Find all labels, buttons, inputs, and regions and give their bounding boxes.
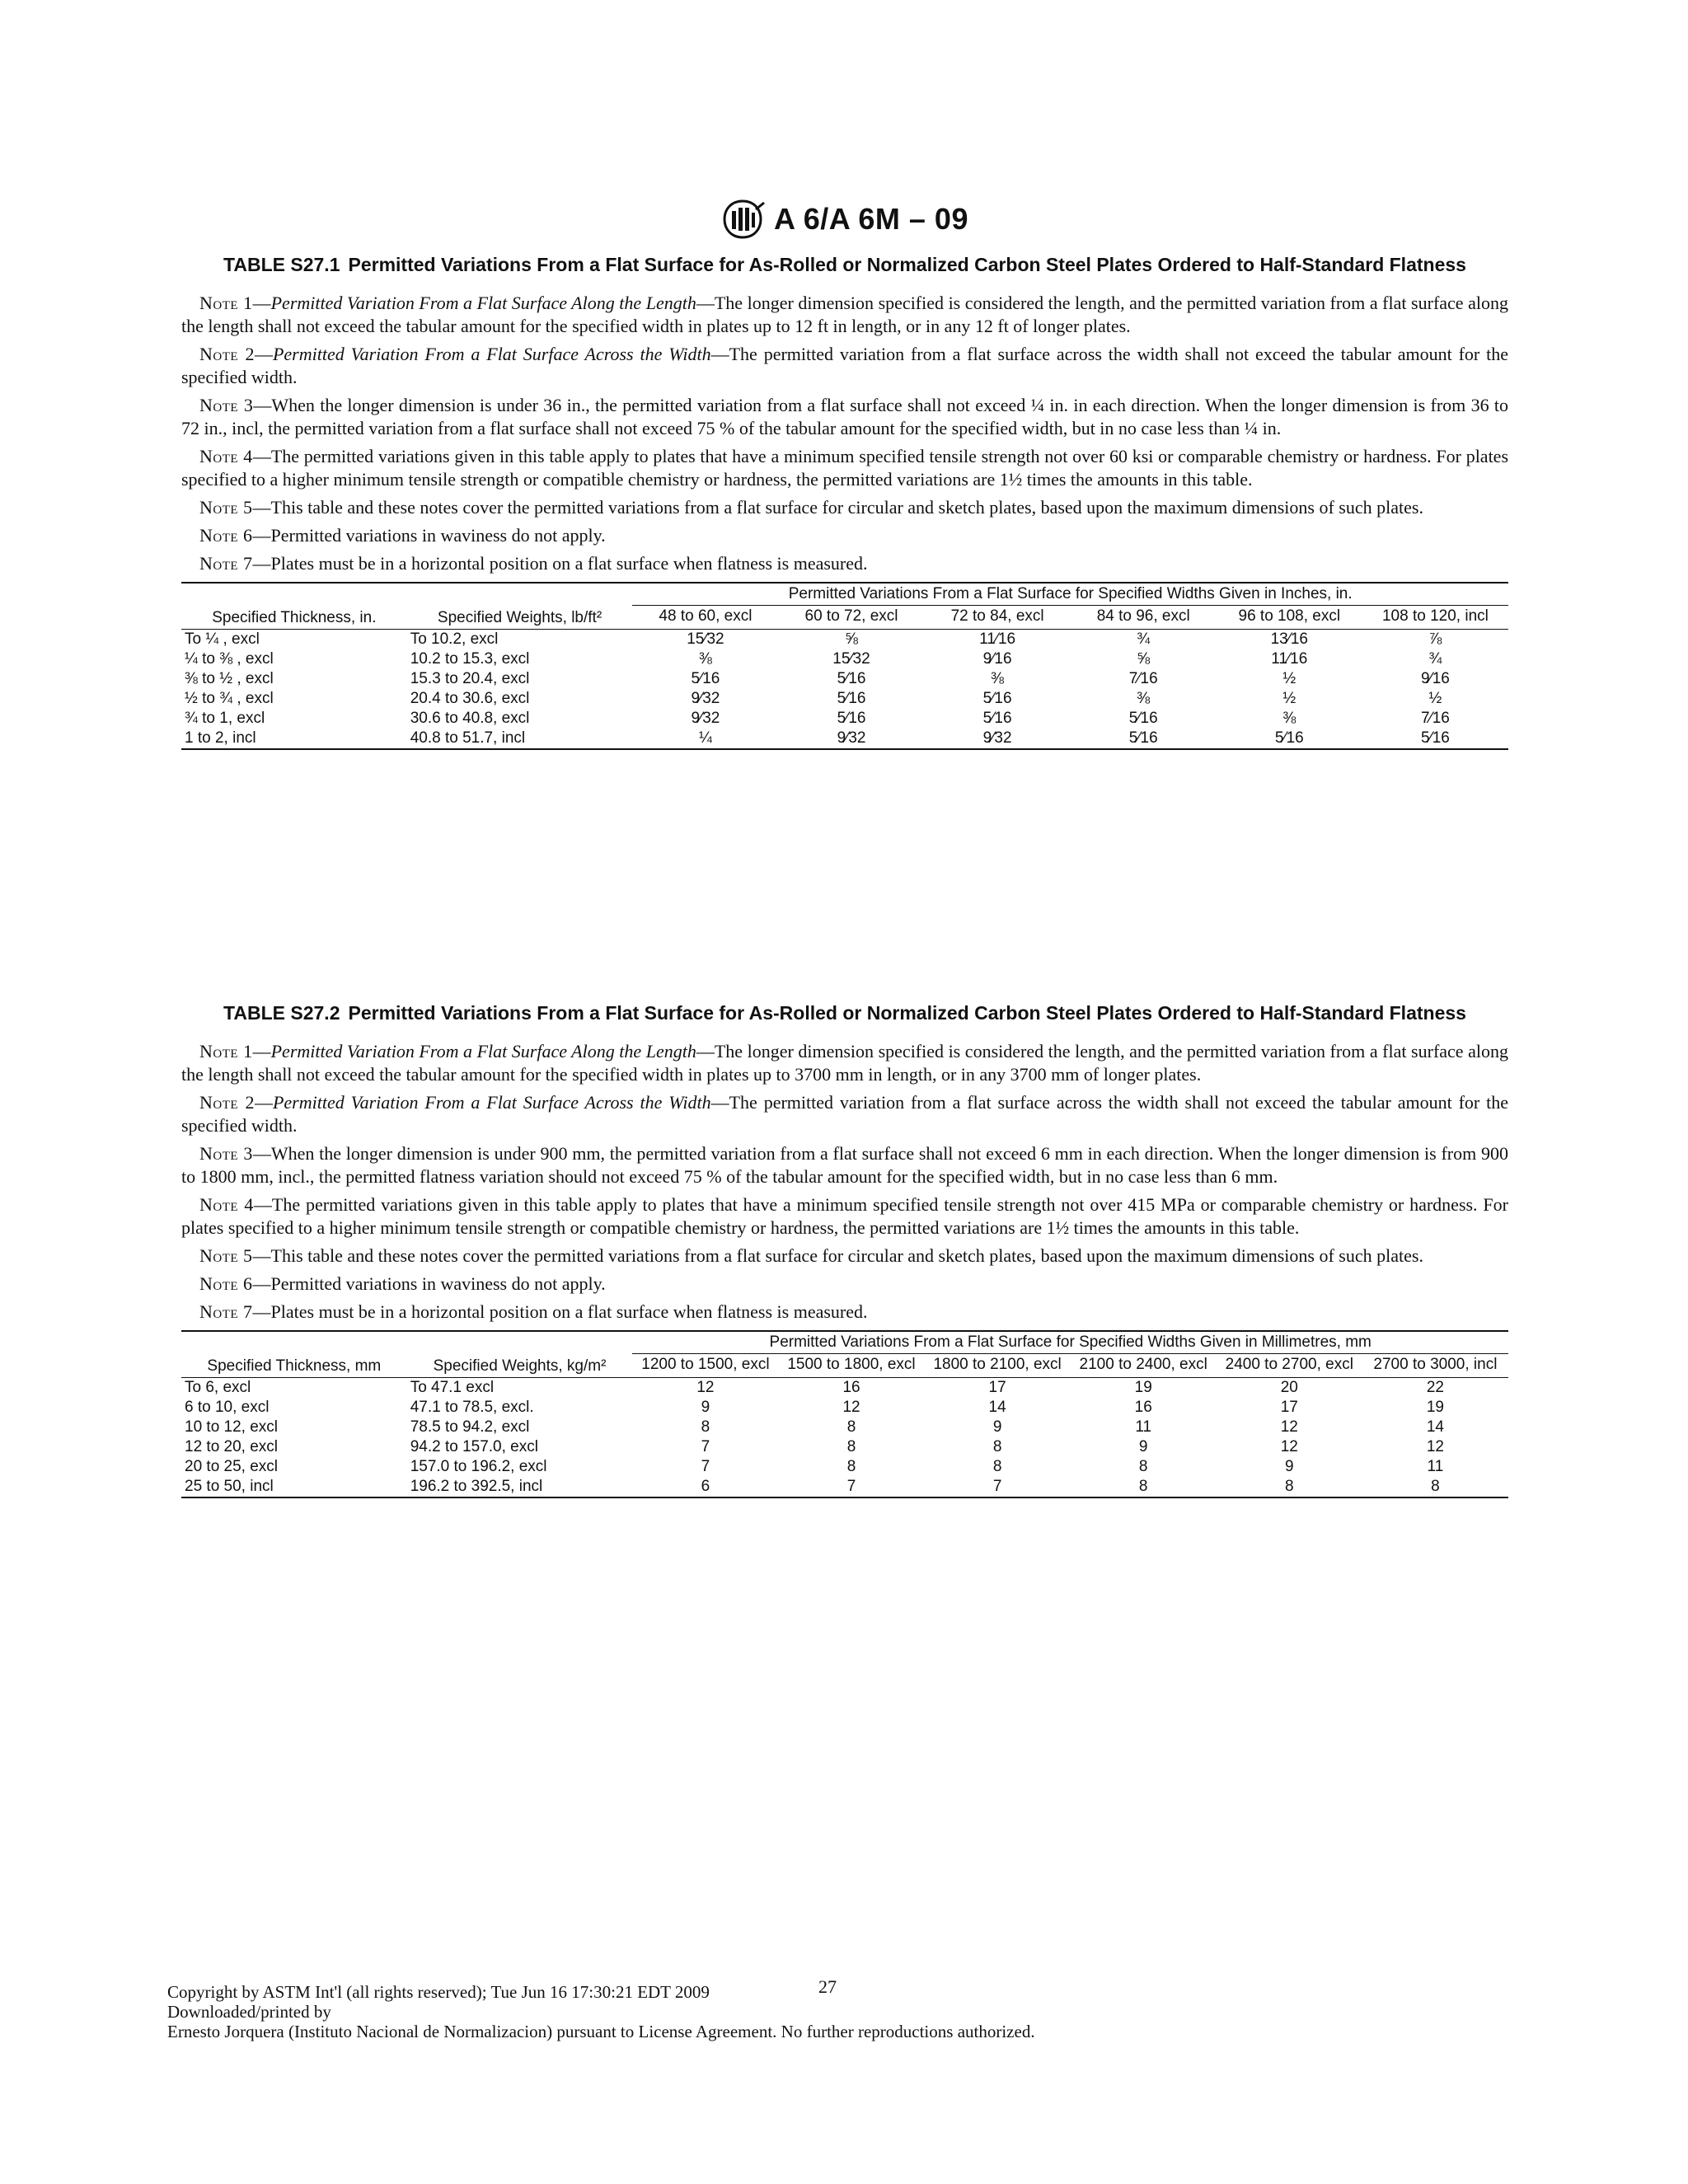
note-label: Note 1	[199, 1041, 253, 1062]
table-note: Note 2—Permitted Variation From a Flat Surface Across the Width—The permitted variation from a flat surface across the width shall not exceed the tabular amount for the specified width.	[181, 1092, 1509, 1136]
note-heading: Permitted Variation From a Flat Surface Across the Width	[272, 1092, 711, 1113]
cell-variation: 9⁄16	[982, 650, 1012, 668]
cell-weight: 40.8 to 51.7, incl	[407, 729, 633, 749]
cell-variation: 7⁄16	[1420, 710, 1450, 727]
table-note	[181, 1193, 1508, 1240]
note-text: —This table and these notes cover the permitted variations from a flat surface for circular and sketch plates, based upon the maximum dimensions of such plates.	[252, 497, 1423, 518]
column-header-widths-span: Permitted Variations From a Flat Surface for Specified Widths Given in Millimetres, mm	[632, 1331, 1508, 1354]
table-number: TABLE S27.2	[223, 1002, 340, 1024]
cell-variation: 13⁄16	[1270, 630, 1309, 648]
page-number: 27	[818, 1976, 837, 1997]
note-label: Note 5	[199, 1245, 253, 1266]
cell-variation: 20	[1280, 1379, 1298, 1396]
cell-variation: 5⁄16	[837, 710, 866, 727]
cell-variation: 12	[1280, 1438, 1298, 1455]
note-text: —When the longer dimension is under 900 mm, the permitted variation from a flat surface shall not exceed 6 mm in each direction. When the longer dimension is from 900 to 1800 mm, incl., the permitted flatness variation should not exceed 75 % of the tabular amount for the specified width, but in no case less than 6 mm.	[181, 1143, 1508, 1187]
cell-variation: 5⁄16	[837, 670, 866, 687]
cell-thickness: ¼ to ⅜ , excl	[185, 650, 274, 668]
cell-thickness: 6 to 10, excl	[185, 1399, 270, 1416]
cell-variation: 15⁄32	[832, 650, 870, 668]
table-note: Note 1—Permitted Variation From a Flat Surface Along the Length—The longer dimension specified is considered the length, and the permitted variation from a flat surface along the length shall not exceed the tabular amount for the specified width in plates up to 3700 mm in length, or in any 3700 mm of longer plates.	[181, 1041, 1509, 1085]
cell-variation: 17	[988, 1379, 1006, 1396]
note-label: Note 1	[199, 293, 253, 313]
column-header-width: 1500 to 1800, excl	[778, 1354, 924, 1378]
note-text: —Permitted variations in waviness do not apply.	[252, 1273, 606, 1294]
cell-variation: 14	[1426, 1418, 1444, 1436]
table-note: Note 2—Permitted Variation From a Flat Surface Across the Width—The permitted variation from a flat surface across the width shall not exceed the tabular amount for the specified width.	[181, 344, 1509, 387]
cell-variation: 9⁄16	[1420, 670, 1450, 687]
table-row	[181, 709, 1508, 729]
cell-variation: 8	[846, 1418, 856, 1436]
cell-variation: 5⁄16	[1362, 729, 1508, 749]
table-note	[181, 394, 1508, 440]
cell-variation: 16	[1134, 1399, 1152, 1416]
note-text: —Plates must be in a horizontal position on a flat surface when flatness is measured.	[252, 553, 868, 574]
cell-thickness: 25 to 50, incl	[181, 1477, 407, 1497]
cell-weight: 30.6 to 40.8, excl	[410, 710, 530, 727]
note-text: —The permitted variation from a flat surface across the width shall not exceed the tabular amount for the specified width.	[181, 344, 1509, 387]
column-header-thickness: Specified Thickness, mm	[181, 1331, 407, 1378]
cell-variation: 12	[696, 1379, 715, 1396]
cell-variation: 5⁄16	[1217, 729, 1362, 749]
document-designation: A 6/A 6M – 09	[774, 202, 968, 236]
note-text: —The longer dimension specified is considered the length, and the permitted variation from a flat surface along the length shall not exceed the tabular amount for the specified width in plates up to 12 ft in length, or in any 12 ft of longer plates.	[181, 293, 1509, 336]
cell-variation: ¾	[1137, 630, 1151, 648]
cell-variation: 12	[842, 1399, 860, 1416]
table-row	[181, 630, 1508, 650]
document-header	[0, 198, 1688, 241]
column-header-width: 72 to 84, excl	[925, 606, 1071, 630]
cell-weight: 47.1 to 78.5, excl.	[410, 1399, 534, 1416]
cell-thickness: ½ to ¾ , excl	[185, 690, 274, 707]
cell-variation: ½	[1282, 670, 1296, 687]
cell-variation: 9	[992, 1418, 1002, 1436]
cell-variation: 8	[1362, 1477, 1508, 1497]
cell-weight: 20.4 to 30.6, excl	[410, 690, 530, 707]
table-caption: Permitted Variations From a Flat Surface for As-Rolled or Normalized Carbon Steel Plates Ordered to Half-Standard Flatness	[348, 1002, 1466, 1024]
cell-variation: 6	[632, 1477, 778, 1497]
cell-weight: 157.0 to 196.2, excl	[410, 1458, 547, 1475]
cell-variation: 11	[1135, 1418, 1152, 1436]
cell-thickness: 1 to 2, incl	[181, 729, 407, 749]
cell-variation: ½	[1428, 690, 1442, 707]
table-row	[181, 1457, 1508, 1477]
cell-variation: 7⁄16	[1128, 670, 1158, 687]
table-row	[181, 1398, 1508, 1418]
note-label: Note 6	[199, 525, 253, 546]
table-row	[181, 669, 1508, 689]
table-row	[181, 649, 1508, 669]
column-header-widths-span: Permitted Variations From a Flat Surface for Specified Widths Given in Inches, in.	[632, 583, 1508, 606]
cell-variation: 9	[1285, 1458, 1294, 1475]
cell-variation: 7	[778, 1477, 924, 1497]
cell-variation: 8	[846, 1438, 856, 1455]
note-label: Note 4	[199, 1194, 254, 1215]
note-label: Note 4	[199, 446, 253, 466]
note-text: —This table and these notes cover the permitted variations from a flat surface for circular and sketch plates, based upon the maximum dimensions of such plates.	[252, 1245, 1423, 1266]
column-header-thickness: Specified Thickness, in.	[181, 583, 407, 630]
note-heading: Permitted Variation From a Flat Surface Across the Width	[272, 344, 711, 364]
cell-variation: 7	[701, 1438, 710, 1455]
cell-variation: 7	[925, 1477, 1071, 1497]
cell-variation: 5⁄16	[982, 690, 1012, 707]
column-header-weight: Specified Weights, kg/m²	[407, 1331, 633, 1378]
note-label: Note 6	[199, 1273, 253, 1294]
table-row	[181, 1378, 1508, 1399]
table-s27-2-section	[181, 1001, 1508, 1498]
table-notes	[181, 292, 1508, 575]
table-note	[181, 552, 1508, 575]
table-row	[181, 1437, 1508, 1457]
cell-weight: To 47.1 excl	[410, 1379, 495, 1396]
table-title	[181, 252, 1508, 277]
cell-variation: 8	[992, 1458, 1002, 1475]
cell-weight: 94.2 to 157.0, excl	[410, 1438, 538, 1455]
cell-variation: 19	[1134, 1379, 1152, 1396]
note-label: Note 5	[199, 497, 253, 518]
cell-variation: 9⁄32	[691, 690, 720, 707]
cell-variation: 8	[1138, 1458, 1148, 1475]
cell-variation: ¼	[632, 729, 778, 749]
astm-logo-icon	[720, 198, 766, 241]
table-row	[181, 729, 1508, 749]
note-text: —Plates must be in a horizontal position on a flat surface when flatness is measured.	[252, 1301, 868, 1322]
table-note: Note 1—Permitted Variation From a Flat Surface Along the Length—The longer dimension specified is considered the length, and the permitted variation from a flat surface along the length shall not exceed the tabular amount for the specified width in plates up to 12 ft in length, or in any 12 ft of longer plates.	[181, 293, 1509, 336]
data-table	[181, 1330, 1508, 1498]
cell-thickness: 10 to 12, excl	[185, 1418, 279, 1436]
table-note	[181, 496, 1508, 519]
note-text: —The longer dimension specified is considered the length, and the permitted variation from a flat surface along the length shall not exceed the tabular amount for the specified width in plates up to 3700 mm in length, or in any 3700 mm of longer plates.	[181, 1041, 1509, 1085]
cell-weight: 15.3 to 20.4, excl	[410, 670, 530, 687]
cell-variation: 9⁄32	[691, 710, 720, 727]
cell-variation: ⅜	[1282, 710, 1296, 727]
cell-variation: 9⁄32	[778, 729, 924, 749]
table-note	[181, 1142, 1508, 1188]
note-label: Note 7	[199, 553, 253, 574]
cell-variation: 9	[1138, 1438, 1148, 1455]
column-header-width: 48 to 60, excl	[632, 606, 778, 630]
cell-variation: ⅞	[1428, 630, 1442, 648]
cell-variation: 8	[1071, 1477, 1217, 1497]
column-header-width: 2100 to 2400, excl	[1071, 1354, 1217, 1378]
cell-variation: 12	[1426, 1438, 1444, 1455]
cell-variation: 8	[1217, 1477, 1362, 1497]
cell-variation: 11⁄16	[979, 630, 1016, 648]
table-caption: Permitted Variations From a Flat Surface for As-Rolled or Normalized Carbon Steel Plates Ordered to Half-Standard Flatness	[348, 254, 1466, 275]
footer-license-line: Ernesto Jorquera (Instituto Nacional de Normalizacion) pursuant to License Agreement. No further reproductions authorized.	[167, 2022, 1035, 2041]
cell-variation: 5⁄16	[1071, 729, 1217, 749]
note-label: Note 3	[199, 395, 254, 415]
cell-thickness: 12 to 20, excl	[185, 1438, 279, 1455]
cell-variation: 8	[992, 1438, 1002, 1455]
note-label: Note 7	[199, 1301, 253, 1322]
note-text: —The permitted variations given in this table apply to plates that have a minimum specified tensile strength not over 60 ksi or comparable chemistry or hardness. For plates specified to a higher minimum tensile strength or compatible chemistry or hardness, the permitted variations are 1½ times the amounts in this table.	[181, 446, 1509, 490]
table-s27-1-section	[181, 252, 1508, 750]
cell-variation: 7	[701, 1458, 710, 1475]
cell-weight: 196.2 to 392.5, incl	[407, 1477, 633, 1497]
cell-variation: 5⁄16	[691, 670, 720, 687]
table-note	[181, 1301, 1508, 1324]
column-header-width: 60 to 72, excl	[778, 606, 924, 630]
column-header-width: 1200 to 1500, excl	[632, 1354, 778, 1378]
cell-variation: 19	[1426, 1399, 1444, 1416]
column-header-width: 84 to 96, excl	[1071, 606, 1217, 630]
cell-weight: 10.2 to 15.3, excl	[410, 650, 530, 668]
cell-variation: ⅝	[1137, 650, 1151, 668]
note-text: —The permitted variations given in this table apply to plates that have a minimum specified tensile strength not over 415 MPa or comparable chemistry or hardness. For plates specified to a higher minimum tensile strength or compatible chemistry or hardness, the permitted variations are 1½ times the amounts in this table.	[181, 1194, 1508, 1238]
cell-thickness: 20 to 25, excl	[185, 1458, 279, 1475]
table-note	[181, 1272, 1508, 1296]
table-note	[181, 445, 1508, 491]
note-heading: Permitted Variation From a Flat Surface Along the Length	[270, 1041, 696, 1062]
cell-variation: ⅝	[845, 630, 858, 648]
cell-variation: 15⁄32	[687, 630, 724, 648]
cell-variation: 8	[701, 1418, 710, 1436]
footer-copyright-line: Copyright by ASTM Int'l (all rights reserved); Tue Jun 16 17:30:21 EDT 2009	[167, 1982, 710, 2002]
table-note	[181, 1244, 1508, 1268]
cell-thickness: ⅜ to ½ , excl	[185, 670, 274, 687]
cell-variation: ⅜	[1137, 690, 1151, 707]
cell-variation: 5⁄16	[1128, 710, 1158, 727]
column-header-width: 2400 to 2700, excl	[1217, 1354, 1362, 1378]
column-header-weight: Specified Weights, lb/ft²	[407, 583, 633, 630]
table-title	[181, 1001, 1508, 1025]
table-notes	[181, 1040, 1508, 1324]
column-header-width: 96 to 108, excl	[1217, 606, 1362, 630]
cell-variation: ¾	[1428, 650, 1442, 668]
note-text: —The permitted variation from a flat surface across the width shall not exceed the tabular amount for the specified width.	[181, 1092, 1509, 1136]
cell-weight: 78.5 to 94.2, excl	[410, 1418, 530, 1436]
note-label: Note 2	[199, 1092, 255, 1113]
cell-variation: 5⁄16	[982, 710, 1012, 727]
cell-variation: 5⁄16	[837, 690, 866, 707]
note-text: —When the longer dimension is under 36 in., the permitted variation from a flat surface shall not exceed ¼ in. in each direction. When the longer dimension is from 36 to 72 in., incl, the permitted variation from a flat surface shall not exceed 75 % of the tabular amount for the specified width, but in no case less than ¼ in.	[181, 395, 1508, 438]
column-header-width: 2700 to 3000, incl	[1362, 1354, 1508, 1378]
column-header-width: 1800 to 2100, excl	[925, 1354, 1071, 1378]
cell-variation: 11⁄16	[1271, 650, 1308, 668]
data-table	[181, 582, 1508, 750]
cell-variation: 16	[842, 1379, 860, 1396]
cell-variation: 22	[1426, 1379, 1444, 1396]
cell-variation: 8	[846, 1458, 856, 1475]
cell-variation: ⅜	[698, 650, 712, 668]
note-label: Note 3	[199, 1143, 253, 1164]
table-number: TABLE S27.1	[223, 254, 340, 275]
table-row	[181, 1477, 1508, 1497]
cell-thickness: ¾ to 1, excl	[185, 710, 265, 727]
copyright-footer	[167, 1982, 1486, 2041]
cell-variation: ⅜	[991, 670, 1005, 687]
cell-variation: 17	[1280, 1399, 1298, 1416]
cell-thickness: To 6, excl	[185, 1379, 251, 1396]
cell-variation: 9⁄32	[925, 729, 1071, 749]
cell-variation: ½	[1282, 690, 1296, 707]
table-note	[181, 524, 1508, 547]
cell-variation: 11	[1427, 1458, 1444, 1475]
footer-downloaded-line: Downloaded/printed by	[167, 2002, 331, 2022]
cell-variation: 12	[1280, 1418, 1298, 1436]
table-row	[181, 689, 1508, 709]
cell-thickness: To ¼ , excl	[185, 630, 260, 648]
column-header-width: 108 to 120, incl	[1362, 606, 1508, 630]
note-heading: Permitted Variation From a Flat Surface Along the Length	[270, 293, 696, 313]
cell-variation: 9	[701, 1399, 710, 1416]
note-label: Note 2	[199, 344, 255, 364]
cell-variation: 14	[988, 1399, 1006, 1416]
note-text: —Permitted variations in waviness do not apply.	[252, 525, 606, 546]
table-row	[181, 1418, 1508, 1437]
cell-weight: To 10.2, excl	[410, 630, 499, 648]
